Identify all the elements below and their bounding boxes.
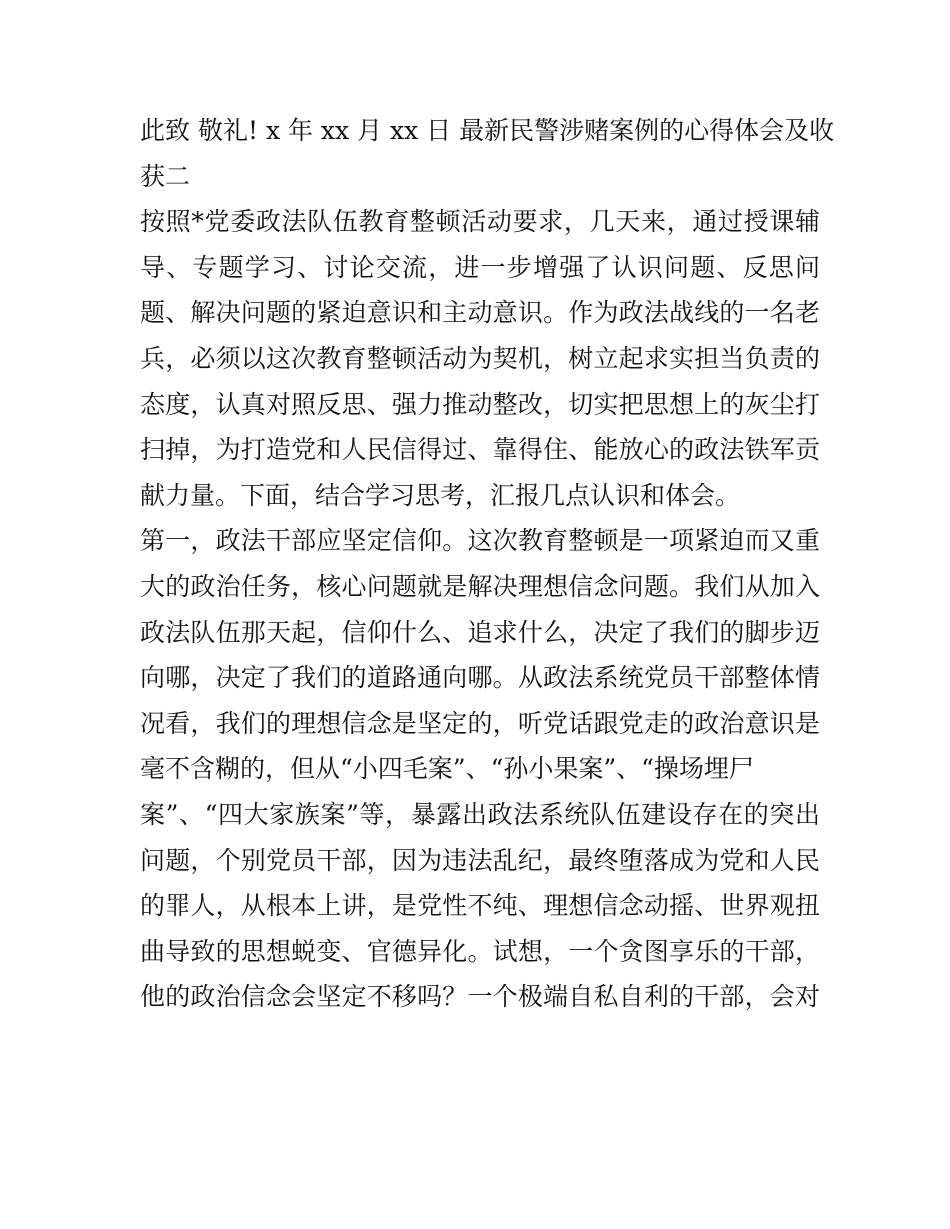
text-line: 向哪，决定了我们的道路通向哪。从政法系统党员干部整体情: [140, 663, 820, 693]
text-line: 献力量。下面，结合学习思考，汇报几点认识和体会。: [140, 480, 741, 510]
text-line: 兵，必须以这次教育整顿活动为契机，树立起求实担当负责的: [140, 343, 820, 373]
text-line: 案”、“四大家族案”等，暴露出政法系统队伍建设存在的突出: [140, 799, 820, 829]
text-line: 导、专题学习、讨论交流，进一步增强了认识问题、反思问: [140, 252, 820, 282]
text-line: 政法队伍那天起，信仰什么、追求什么，决定了我们的脚步迈: [140, 617, 820, 647]
text-line: 他的政治信念会坚定不移吗？一个极端自私自利的干部，会对: [140, 982, 820, 1012]
text-line: 第一，政法干部应坚定信仰。这次教育整顿是一项紧迫而又重: [140, 526, 820, 556]
text-line: 曲导致的思想蜕变、官德异化。试想，一个贪图享乐的干部，: [140, 936, 820, 966]
text-line: 毫不含糊的，但从“小四毛案”、“孙小果案”、“操场埋尸: [140, 754, 754, 784]
text-line: 按照*党委政法队伍教育整顿活动要求，几天来，通过授课辅: [140, 207, 820, 237]
text-line: 况看，我们的理想信念是坚定的，听党话跟党走的政治意识是: [140, 708, 820, 738]
text-line: 态度，认真对照反思、强力推动整改，切实把思想上的灰尘打: [140, 389, 820, 419]
text-line: 此致 敬礼! x 年 xx 月 xx 日 最新民警涉赌案例的心得体会及收: [140, 116, 835, 145]
text-line: 获二: [140, 161, 191, 191]
text-line: 问题，个别党员干部，因为违法乱纪，最终堕落成为党和人民: [140, 845, 820, 875]
text-line: 扫掉，为打造党和人民信得过、靠得住、能放心的政法铁军贡: [140, 435, 820, 465]
text-line: 题、解决问题的紧迫意识和主动意识。作为政法战线的一名老: [140, 298, 820, 328]
text-line: 的罪人，从根本上讲，是党性不纯、理想信念动摇、世界观扭: [140, 891, 820, 921]
body-text: [140, 108, 835, 1020]
text-line: 大的政治任务，核心问题就是解决理想信念问题。我们从加入: [140, 571, 820, 601]
